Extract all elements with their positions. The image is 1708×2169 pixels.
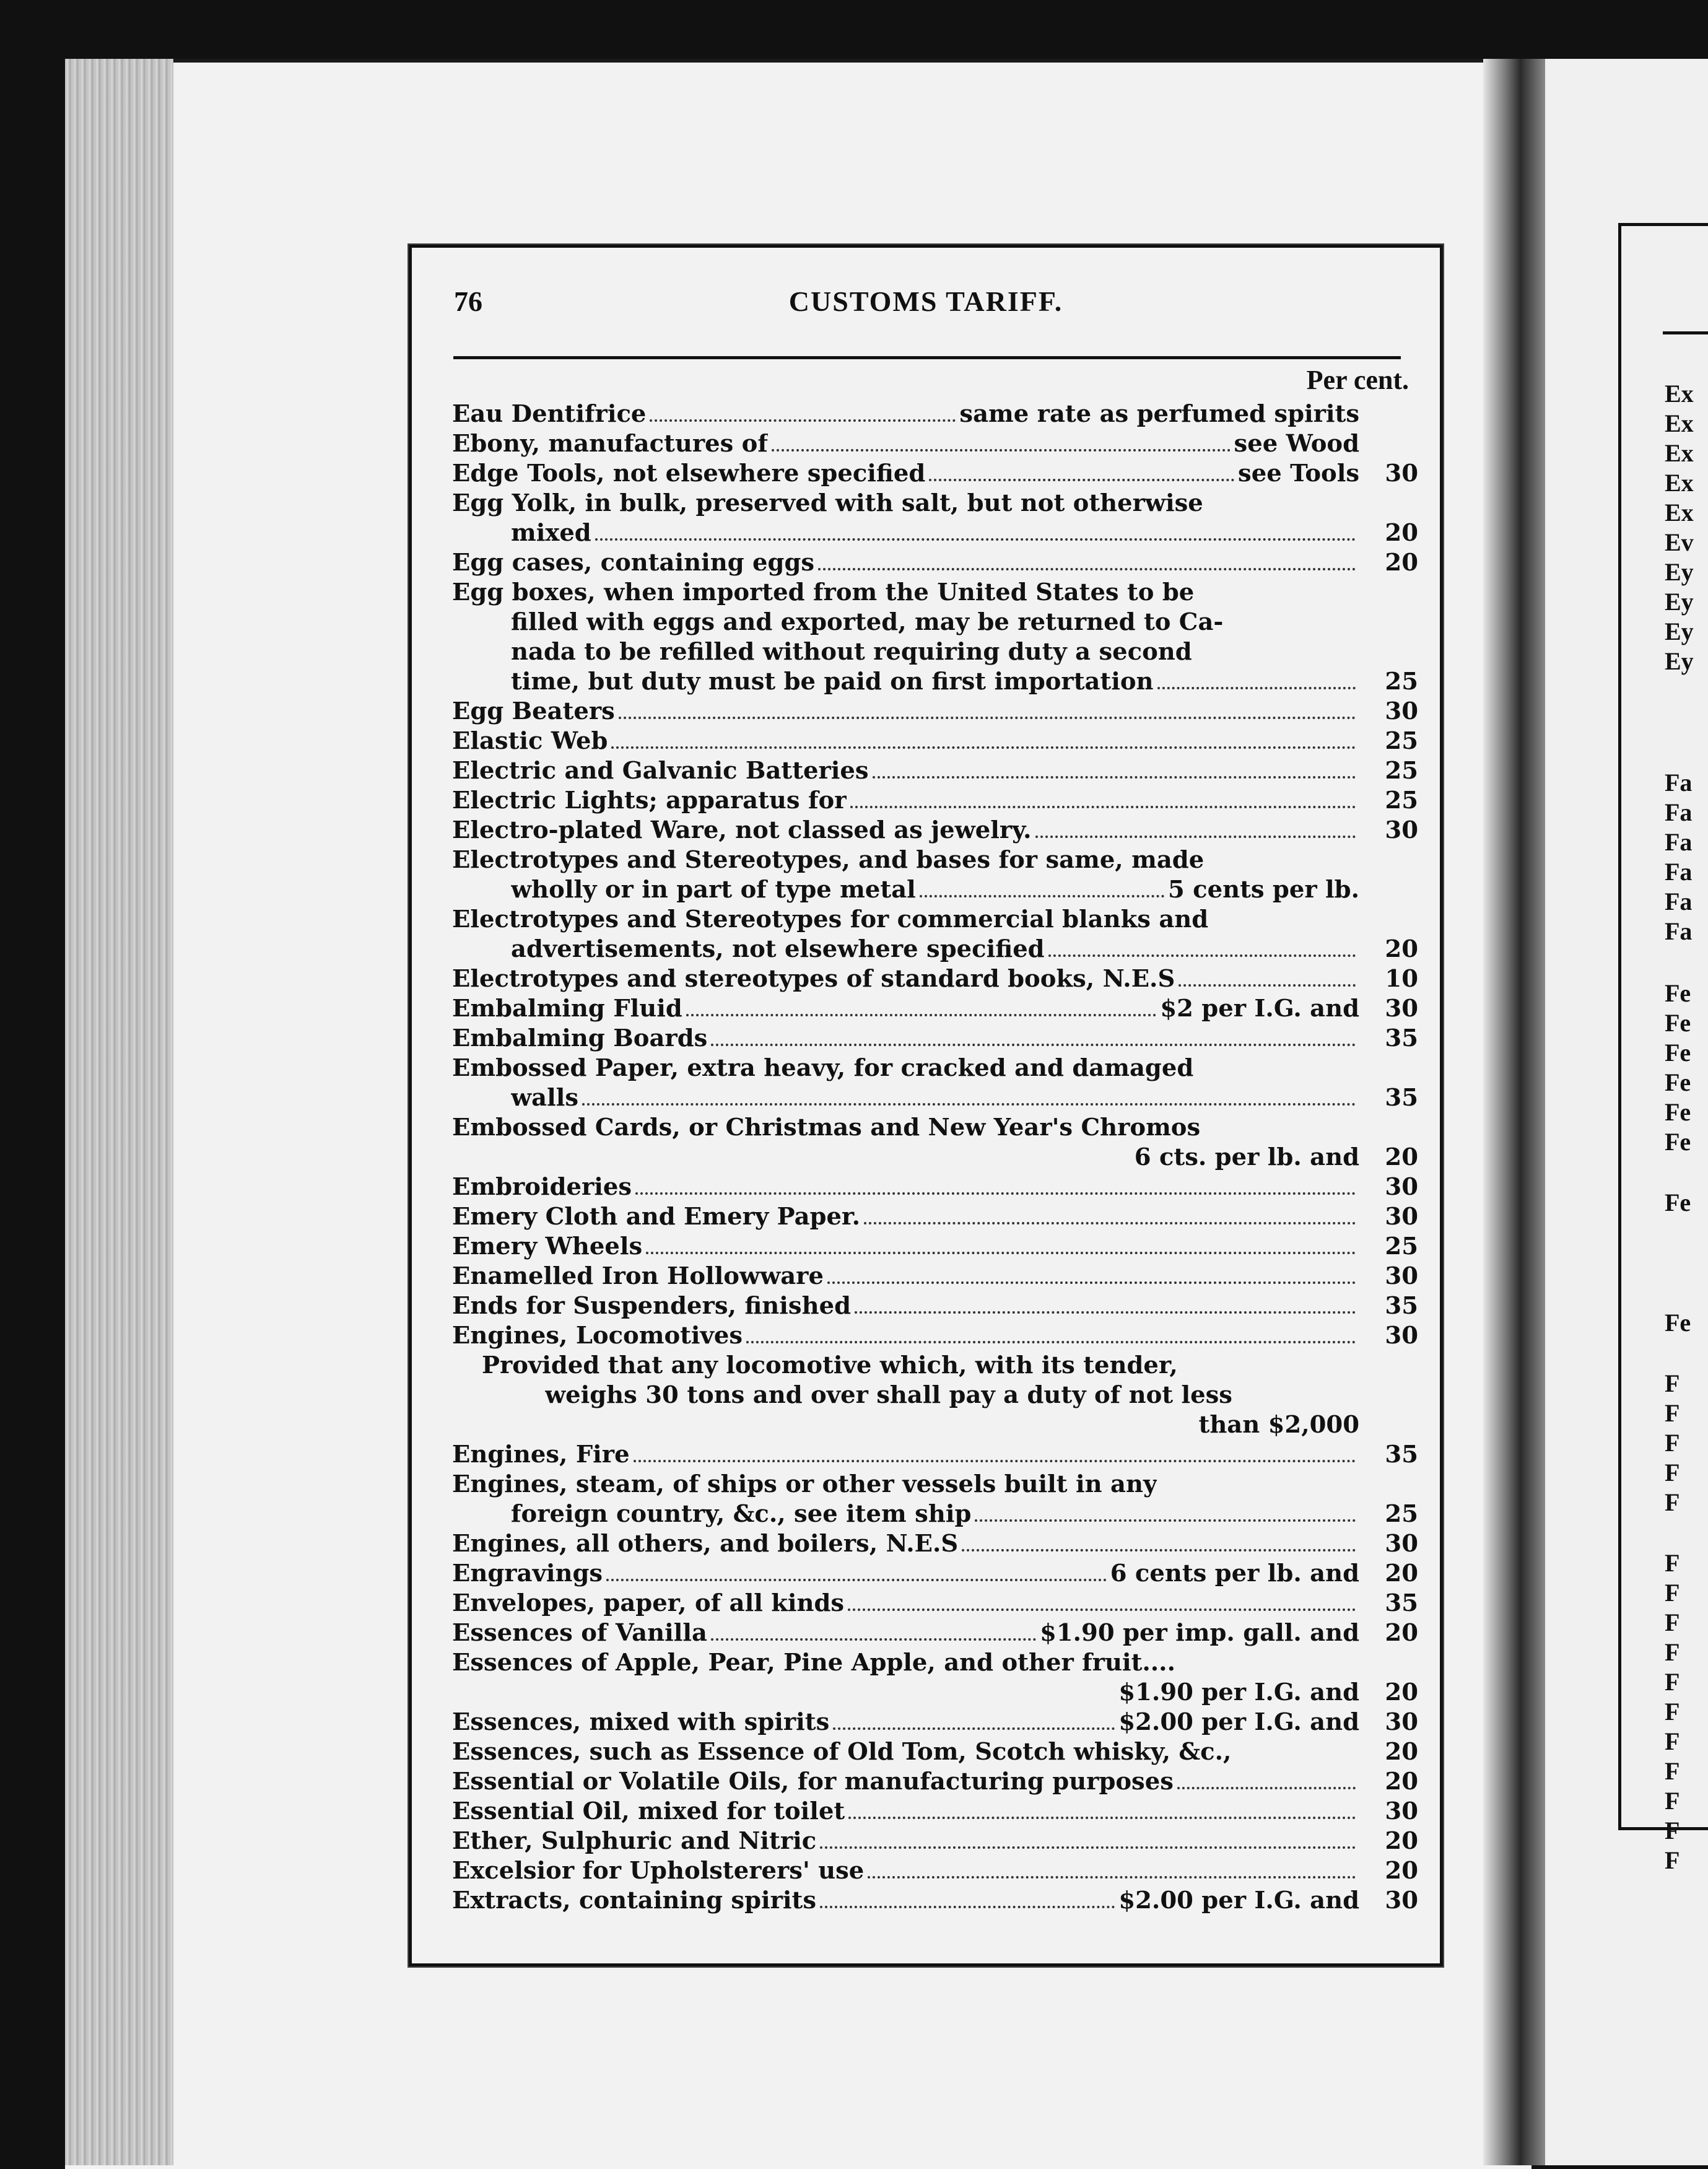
facing-page-letter: F (1665, 1429, 1680, 1457)
facing-page-letter: Ey (1665, 647, 1694, 675)
entry-item-text: Essences, such as Essence of Old Tom, Scotch whisky, &c., (452, 1738, 1232, 1766)
entry-item-text: Essential Oil, mixed for toilet (452, 1797, 845, 1825)
tariff-entry (452, 727, 1418, 756)
dot-leader (686, 1014, 1157, 1016)
facing-page-letter: Ex (1665, 409, 1694, 437)
tariff-entry (452, 637, 1418, 667)
facing-page-letter: Fa (1665, 858, 1693, 886)
facing-page-letter: Fe (1665, 1189, 1691, 1216)
entry-item-text: walls (511, 1084, 579, 1112)
entry-percent: 20 (1385, 1738, 1418, 1766)
facing-page-letter: F (1665, 1817, 1680, 1844)
tariff-entry (452, 935, 1418, 964)
entry-item-text: Electro-plated Ware, not classed as jewelry. (452, 816, 1032, 844)
tariff-entry (452, 1856, 1418, 1886)
book-gutter (1483, 59, 1545, 2165)
facing-page-letter: F (1665, 1579, 1680, 1607)
entry-item-text: nada to be refilled without requiring duty a second (511, 638, 1192, 666)
tariff-entry (452, 1678, 1418, 1708)
tariff-entry (452, 1886, 1418, 1916)
entry-rate: same rate as perfumed spirits (959, 400, 1359, 428)
entry-item-text: Engines, steam, of ships or other vessels built in any (452, 1470, 1157, 1498)
entry-item-text: Essences, mixed with spirits (452, 1708, 830, 1736)
tariff-entry (452, 1826, 1418, 1856)
entry-item-text: Embossed Paper, extra heavy, for cracked and damaged (452, 1054, 1194, 1082)
tariff-page-frame (409, 245, 1443, 1966)
entry-item-text: Engines, Fire (452, 1441, 630, 1469)
dot-leader (850, 806, 1356, 808)
entry-item-text: Ether, Sulphuric and Nitric (452, 1827, 817, 1855)
entry-percent: 20 (1385, 1619, 1418, 1647)
dot-leader (635, 1192, 1356, 1195)
tariff-entry (452, 1648, 1418, 1678)
entry-item-text: Ebony, manufactures of (452, 430, 768, 458)
dot-leader (920, 895, 1164, 897)
dot-leader (929, 479, 1234, 481)
entry-percent: 30 (1385, 1708, 1418, 1736)
entry-item-text: advertisements, not elsewhere specified (511, 935, 1045, 963)
tariff-entry (452, 845, 1418, 875)
entry-percent: 30 (1385, 995, 1418, 1023)
tariff-entry (452, 1202, 1418, 1232)
facing-page-letter: Fe (1665, 1009, 1691, 1037)
entry-percent: 30 (1385, 697, 1418, 725)
entry-item-text: Egg cases, containing eggs (452, 549, 815, 577)
dot-leader (650, 419, 956, 422)
tariff-entry (452, 1559, 1418, 1589)
entry-percent: 20 (1385, 519, 1418, 547)
entry-item-text: Electrotypes and stereotypes of standard books, N.E.S (452, 965, 1175, 993)
facing-page-letter: Fe (1665, 1309, 1691, 1337)
facing-page-letter: F (1665, 1668, 1680, 1696)
facing-page-letter: Ey (1665, 618, 1694, 645)
entry-item-text: Extracts, containing spirits (452, 1887, 817, 1914)
tariff-entry (452, 518, 1418, 548)
tariff-entry (452, 875, 1418, 905)
facing-page-letter: Ex (1665, 499, 1694, 526)
entry-percent: 30 (1385, 1203, 1418, 1231)
entry-percent: 25 (1385, 787, 1418, 814)
entry-percent: 35 (1385, 1084, 1418, 1112)
entry-percent: 30 (1385, 1173, 1418, 1201)
dot-leader (1157, 687, 1356, 689)
entry-item-text: Essences of Apple, Pear, Pine Apple, and other fruit.... (452, 1649, 1175, 1677)
entry-rate: see Tools (1238, 460, 1359, 487)
entry-item-text: Electric and Galvanic Batteries (452, 757, 869, 785)
entry-item-text: Electrotypes and Stereotypes, and bases for same, made (452, 846, 1205, 874)
facing-page-letter: Fa (1665, 798, 1693, 826)
entry-item-text: Ends for Suspenders, finished (452, 1292, 852, 1320)
entry-item-text: filled with eggs and exported, may be returned to Ca- (511, 608, 1224, 636)
facing-page-letter: Fa (1665, 769, 1693, 796)
entry-percent: 30 (1385, 1530, 1418, 1558)
dot-leader (818, 568, 1356, 570)
entry-item-text: Edge Tools, not elsewhere specified (452, 460, 926, 487)
entry-percent: 25 (1385, 757, 1418, 785)
entry-item-text: Emery Wheels (452, 1233, 643, 1260)
entry-percent: 25 (1385, 727, 1418, 755)
dot-leader (1035, 836, 1356, 838)
entry-item-text: time, but duty must be paid on first importation (511, 668, 1154, 696)
entry-item-text: Essences of Vanilla (452, 1619, 707, 1647)
dot-leader (820, 1906, 1115, 1908)
tariff-entry (452, 489, 1418, 518)
entry-item-text: Emery Cloth and Emery Paper. (452, 1203, 861, 1231)
dot-leader (711, 1044, 1356, 1046)
facing-page-letter: F (1665, 1549, 1680, 1577)
entry-item-text: wholly or in part of type metal (511, 876, 916, 904)
tariff-entry (452, 1291, 1418, 1321)
facing-page-letter: F (1665, 1846, 1680, 1874)
tariff-entry (452, 1797, 1418, 1826)
dot-leader (868, 1876, 1356, 1879)
tariff-entry (452, 1589, 1418, 1618)
tariff-entry (452, 994, 1418, 1024)
facing-page-letter: Ey (1665, 558, 1694, 586)
facing-page-letter: Ev (1665, 528, 1694, 556)
entry-item-text: foreign country, &c., see item ship (511, 1500, 972, 1528)
entry-percent: 20 (1385, 1768, 1418, 1796)
dot-leader (711, 1638, 1036, 1641)
facing-page-letter: F (1665, 1787, 1680, 1815)
tariff-entry (452, 1499, 1418, 1529)
facing-page-letter: Ex (1665, 469, 1694, 497)
page-number: 76 (454, 286, 482, 317)
tariff-entry (452, 1262, 1418, 1291)
dot-leader (1179, 984, 1356, 987)
tariff-entry (452, 1529, 1418, 1559)
tariff-entry (452, 1083, 1418, 1113)
facing-page-letter: Ex (1665, 439, 1694, 467)
entry-item-text: Envelopes, paper, of all kinds (452, 1589, 845, 1617)
entry-percent: 20 (1385, 1143, 1418, 1171)
entry-percent: 35 (1385, 1589, 1418, 1617)
entry-item-text: Egg Beaters (452, 697, 615, 725)
entry-rate: $2.00 per I.G. and (1118, 1887, 1359, 1914)
entry-rate: 5 cents per lb. (1167, 876, 1359, 904)
entry-rate: $2 per I.G. and (1160, 995, 1359, 1023)
entry-item-text: Engines, all others, and boilers, N.E.S (452, 1530, 959, 1558)
facing-page-letter: Fa (1665, 888, 1693, 915)
facing-page-letter: F (1665, 1459, 1680, 1486)
tariff-entry (452, 548, 1418, 578)
page-title: CUSTOMS TARIFF. (788, 286, 1063, 317)
entry-item-text: Eau Dentifrice (452, 400, 647, 428)
entry-item-text: Embossed Cards, or Christmas and New Year's Chromos (452, 1114, 1201, 1141)
tariff-entry (452, 1172, 1418, 1202)
tariff-entry (452, 1351, 1418, 1381)
facing-page-letter: F (1665, 1698, 1680, 1726)
entry-percent: 10 (1385, 965, 1418, 993)
entry-percent: 30 (1385, 1887, 1418, 1914)
entry-percent: 30 (1385, 460, 1418, 487)
dot-leader (848, 1817, 1356, 1819)
dot-leader (611, 746, 1356, 749)
entry-item-text: Excelsior for Upholsterers' use (452, 1857, 865, 1885)
tariff-entry (452, 1618, 1418, 1648)
facing-page-letter: Ey (1665, 588, 1694, 616)
tariff-entry (452, 1767, 1418, 1797)
entry-item-text: weighs 30 tons and over shall pay a duty of not less (545, 1381, 1232, 1409)
facing-page-letter: F (1665, 1488, 1680, 1516)
tariff-entry (452, 786, 1418, 816)
entry-percent: 30 (1385, 816, 1418, 844)
entry-item-text: Essential or Volatile Oils, for manufacturing purposes (452, 1768, 1174, 1796)
tariff-entry (452, 459, 1418, 489)
tariff-entry (452, 578, 1418, 608)
dot-leader (646, 1252, 1356, 1254)
tariff-entry (452, 1232, 1418, 1262)
tariff-entry (452, 1381, 1418, 1410)
dot-leader (864, 1222, 1356, 1224)
entry-percent: 35 (1385, 1292, 1418, 1320)
facing-page-letter: F (1665, 1727, 1680, 1755)
entry-item-text: Embroideries (452, 1173, 632, 1201)
entry-item-text: Engravings (452, 1560, 603, 1587)
dot-leader (827, 1281, 1356, 1284)
dot-leader (848, 1608, 1356, 1611)
dot-leader (772, 449, 1231, 452)
tariff-entry (452, 1024, 1418, 1054)
tariff-entry (452, 429, 1418, 459)
book-page-edges (65, 59, 173, 2165)
entry-percent: 25 (1385, 1233, 1418, 1260)
tariff-entry (452, 756, 1418, 786)
dot-leader (873, 776, 1356, 779)
entry-percent: 20 (1385, 1678, 1418, 1706)
entry-rate: see Wood (1234, 430, 1359, 458)
tariff-entry (452, 1143, 1418, 1172)
facing-page-letter: Fa (1665, 917, 1693, 945)
facing-page-letter: Fe (1665, 1128, 1691, 1156)
entry-percent: 30 (1385, 1322, 1418, 1350)
facing-page-frame (1618, 223, 1708, 1830)
tariff-entry (452, 1054, 1418, 1083)
dot-leader (746, 1341, 1356, 1343)
tariff-entry (452, 964, 1418, 994)
entry-percent: 20 (1385, 1857, 1418, 1885)
tariff-entry (452, 399, 1418, 429)
facing-page-letter: Fe (1665, 1068, 1691, 1096)
entry-percent: 30 (1385, 1797, 1418, 1825)
facing-page-letter: Fe (1665, 979, 1691, 1007)
entry-item-text: Electrotypes and Stereotypes for commercial blanks and (452, 906, 1209, 933)
tariff-entry (452, 667, 1418, 697)
entry-item-text: Electric Lights; apparatus for (452, 787, 847, 814)
tariff-entry (452, 1470, 1418, 1499)
facing-page-letter: F (1665, 1638, 1680, 1666)
entry-percent: 35 (1385, 1441, 1418, 1469)
entry-percent: 20 (1385, 935, 1418, 963)
entry-rate: $1.90 per imp. gall. and (1040, 1619, 1359, 1647)
entry-item-text: Embalming Boards (452, 1024, 708, 1052)
entry-item-text: Egg Yolk, in bulk, preserved with salt, but not otherwise (452, 489, 1203, 517)
entry-percent: 25 (1385, 668, 1418, 696)
percent-column-heading: Per cent. (1306, 365, 1409, 395)
tariff-entry (452, 608, 1418, 637)
entry-item-text: Enamelled Iron Hollowware (452, 1262, 824, 1290)
tariff-entry (452, 1321, 1418, 1351)
tariff-entry (452, 1708, 1418, 1737)
entry-item-text: Egg boxes, when imported from the United States to be (452, 578, 1195, 606)
entry-percent: 35 (1385, 1024, 1418, 1052)
facing-page-letter: F (1665, 1399, 1680, 1427)
dot-leader (595, 538, 1356, 541)
entry-item-text: Embalming Fluid (452, 995, 682, 1023)
facing-page-letter: Fe (1665, 1098, 1691, 1126)
dot-leader (634, 1460, 1356, 1462)
dot-leader (1048, 954, 1356, 957)
entry-item-text: Engines, Locomotives (452, 1322, 743, 1350)
entry-rate: than $2,000 (1198, 1411, 1359, 1439)
entry-rate: 6 cts. per lb. and (1134, 1143, 1359, 1171)
tariff-entry (452, 1440, 1418, 1470)
dot-leader (975, 1519, 1356, 1522)
entry-rate: 6 cents per lb. and (1110, 1560, 1359, 1587)
dot-leader (855, 1311, 1356, 1314)
dot-leader (820, 1846, 1356, 1849)
page-header (412, 285, 1440, 322)
tariff-entry (452, 1737, 1418, 1767)
entry-percent: 20 (1385, 549, 1418, 577)
facing-page-letter: Fe (1665, 1039, 1691, 1067)
entry-rate: $2.00 per I.G. and (1118, 1708, 1359, 1736)
entry-percent: 20 (1385, 1560, 1418, 1587)
facing-page-letter: Ex (1665, 380, 1694, 408)
entry-percent: 30 (1385, 1262, 1418, 1290)
header-rule (453, 356, 1401, 359)
dot-leader (619, 717, 1356, 719)
tariff-entry (452, 1113, 1418, 1143)
entry-item-text: Elastic Web (452, 727, 608, 755)
dot-leader (1177, 1787, 1356, 1789)
tariff-entries (452, 399, 1418, 1916)
entry-percent: 20 (1385, 1827, 1418, 1855)
dot-leader (833, 1727, 1115, 1730)
facing-page-letter: Fa (1665, 828, 1693, 856)
entry-percent: 25 (1385, 1500, 1418, 1528)
facing-page-header-rule (1663, 331, 1708, 334)
dot-leader (962, 1549, 1356, 1551)
tariff-entry (452, 816, 1418, 845)
entry-item-text: mixed (511, 519, 591, 547)
tariff-entry (452, 1410, 1418, 1440)
facing-page-letter: F (1665, 1369, 1680, 1397)
dot-leader (606, 1579, 1107, 1581)
facing-page-letter: F (1665, 1757, 1680, 1785)
dot-leader (582, 1103, 1356, 1106)
entry-rate: $1.90 per I.G. and (1118, 1678, 1359, 1706)
tariff-entry (452, 905, 1418, 935)
tariff-entry (452, 697, 1418, 727)
facing-page-letter: F (1665, 1608, 1680, 1636)
entry-item-text: Provided that any locomotive which, with its tender, (482, 1351, 1178, 1379)
